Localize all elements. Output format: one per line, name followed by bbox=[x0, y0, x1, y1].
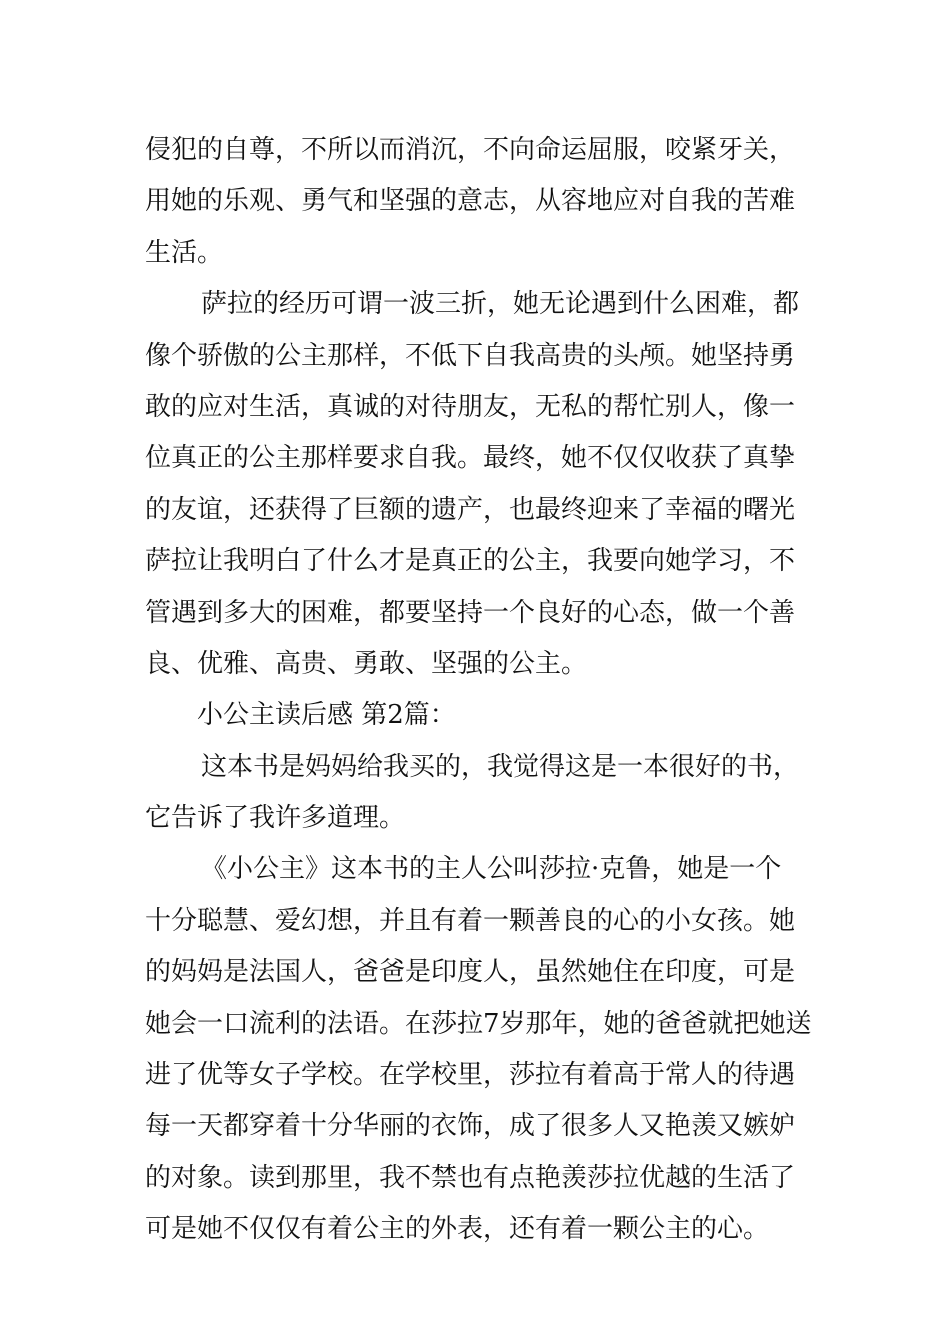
text-line: 良、优雅、高贵、勇敢、坚强的公主。 bbox=[145, 648, 588, 679]
text-line: 她会一口流利的法语。在莎拉7岁那年，她的爸爸就把她送 bbox=[145, 1008, 812, 1039]
text-line: 可是她不仅仅有着公主的外表，还有着一颗公主的心。 bbox=[145, 1214, 770, 1245]
text-line: 位真正的公主那样要求自我。最终，她不仅仅收获了真挚 bbox=[145, 443, 796, 474]
body-text bbox=[145, 125, 810, 1256]
text-line: 管遇到多大的困难，都要坚持一个良好的心态，做一个善 bbox=[145, 597, 796, 628]
text-line: 进了优等女子学校。在学校里，莎拉有着高于常人的待遇 bbox=[145, 1060, 796, 1091]
text-line: 用她的乐观、勇气和坚强的意志，从容地应对自我的苦难 bbox=[145, 186, 796, 217]
text-line: 像个骄傲的公主那样，不低下自我高贵的头颅。她坚持勇 bbox=[145, 340, 796, 371]
text-line: 敢的应对生活，真诚的对待朋友，无私的帮忙别人，像一 bbox=[145, 391, 796, 422]
text-line: 它告诉了我许多道理。 bbox=[145, 803, 406, 834]
text-line: 十分聪慧、爱幻想，并且有着一颗善良的心的小女孩。她 bbox=[145, 905, 796, 936]
paragraph-start-line: 这本书是妈妈给我买的，我觉得这是一本很好的书， bbox=[201, 751, 800, 782]
text-line: 的妈妈是法国人，爸爸是印度人，虽然她住在印度，可是 bbox=[145, 957, 796, 988]
text-line: 的友谊，还获得了巨额的遗产，也最终迎来了幸福的曙光 bbox=[145, 494, 796, 525]
text-line: 每一天都穿着十分华丽的衣饰，成了很多人又艳羡又嫉妒 bbox=[145, 1111, 796, 1142]
paragraph-start-line: 萨拉的经历可谓一波三折，她无论遇到什么困难，都 bbox=[201, 289, 800, 320]
text-line: 生活。 bbox=[145, 237, 224, 268]
paragraph-start-line: 《小公主》这本书的主人公叫莎拉·克鲁，她是一个 bbox=[201, 854, 782, 885]
text-line: 的对象。读到那里，我不禁也有点艳羡莎拉优越的生活了 bbox=[145, 1162, 796, 1193]
text-line: 侵犯的自尊，不所以而消沉，不向命运屈服，咬紧牙关， bbox=[145, 135, 796, 165]
text-line: 萨拉让我明白了什么才是真正的公主，我要向她学习，不 bbox=[145, 546, 796, 577]
section-heading: 小公主读后感 第2篇： bbox=[197, 700, 456, 731]
